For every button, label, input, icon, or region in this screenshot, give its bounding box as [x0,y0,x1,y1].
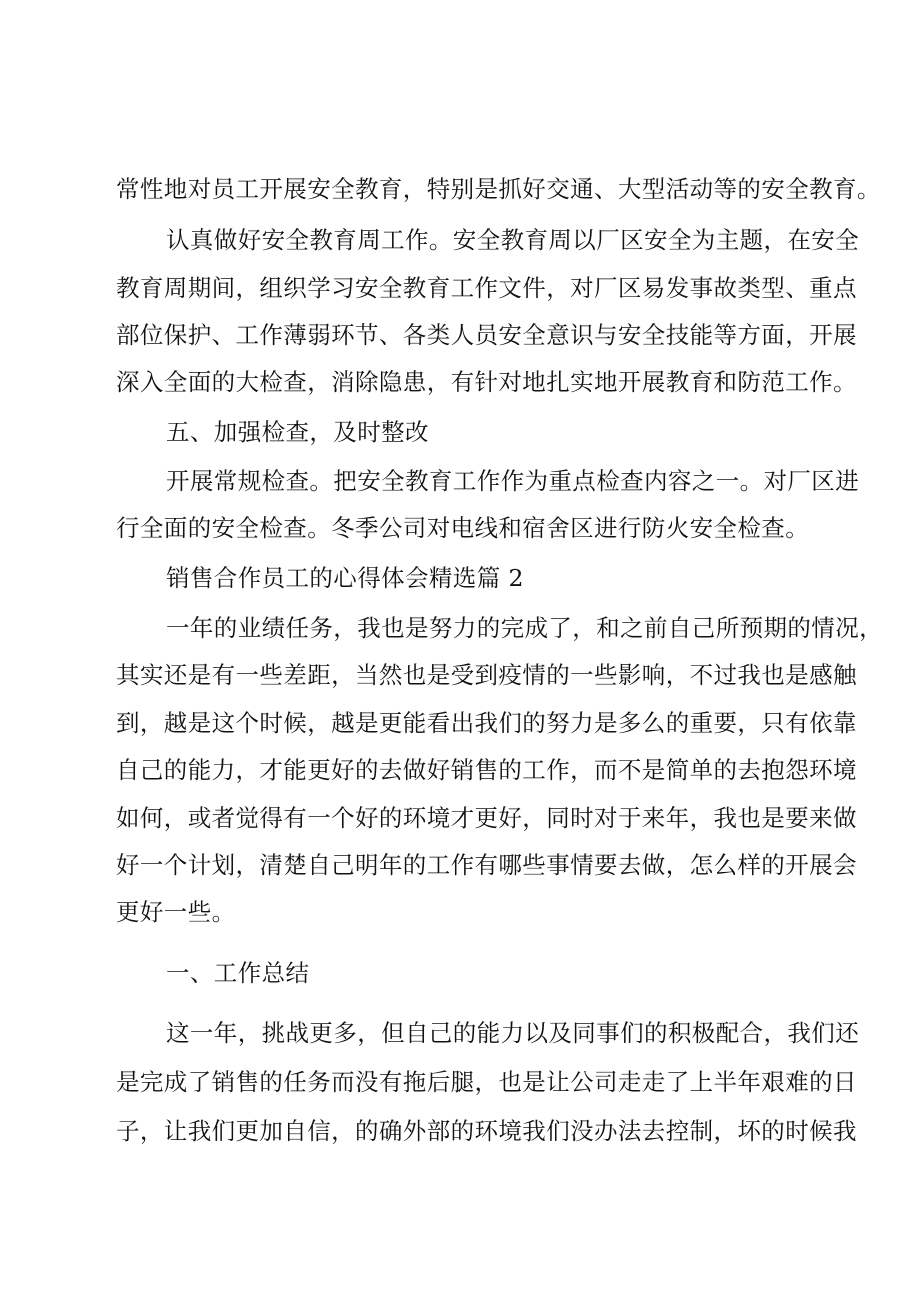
text-line: 其实还是有一些差距，当然也是受到疫情的一些影响，不过我也是感触 [116,661,857,689]
text-line: 好一个计划，清楚自己明年的工作有哪些事情要去做，怎么样的开展会 [116,851,857,879]
text-line: 自己的能力，才能更好的去做好销售的工作，而不是简单的去抱怨环境 [116,756,857,784]
text-line: 子，让我们更加自信，的确外部的环境我们没办法去控制，坏的时候我 [116,1117,857,1145]
text-line: 行全面的安全检查。冬季公司对电线和宿舍区进行防火安全检查。 [116,514,810,542]
text-line: 更好一些。 [116,898,236,926]
text-line: 是完成了销售的任务而没有拖后腿，也是让公司走走了上半年艰难的日 [116,1068,857,1096]
paragraph-start: 认真做好安全教育周工作。安全教育周以厂区安全为主题，在安全 [166,226,860,254]
text-line: 到，越是这个时候，越是更能看出我们的努力是多么的重要，只有依靠 [116,709,857,737]
paragraph-start: 一年的业绩任务，我也是努力的完成了，和之前自己所预期的情况， [166,614,883,642]
text-line: 教育周期间，组织学习安全教育工作文件，对厂区易发事故类型、重点 [116,274,857,302]
section-heading: 五、加强检查，及时整改 [166,418,429,446]
paragraph-start: 这一年，挑战更多，但自己的能力以及同事们的积极配合，我们还 [166,1019,860,1047]
text-line: 如何，或者觉得有一个好的环境才更好，同时对于来年，我也是要来做 [116,804,857,832]
text-line: 部位保护、工作薄弱环节、各类人员安全意识与安全技能等方面，开展 [116,321,857,349]
section-heading: 一、工作总结 [166,959,310,987]
text-line: 常性地对员工开展安全教育，特别是抓好交通、大型活动等的安全教育。 [116,175,881,203]
paragraph-start: 开展常规检查。把安全教育工作作为重点检查内容之一。对厂区进 [166,467,860,495]
article-title: 销售合作员工的心得体会精选篇 2 [166,564,524,592]
text-line: 深入全面的大检查，消除隐患，有针对地扎实地开展教育和防范工作。 [116,368,857,396]
